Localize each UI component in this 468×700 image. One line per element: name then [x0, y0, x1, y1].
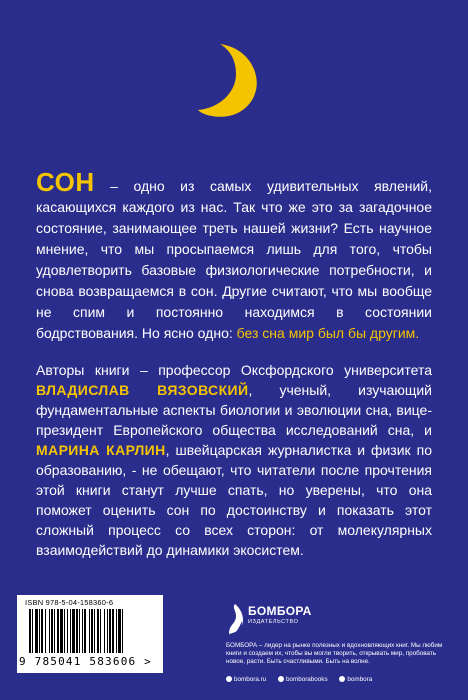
isbn-label: ISBN 978-5-04-158360-6 — [25, 598, 114, 607]
barcode-stripe — [109, 609, 111, 653]
social-vk-label: bomborabooks — [285, 676, 328, 683]
barcode-bars — [29, 609, 155, 653]
barcode-stripe — [112, 609, 114, 653]
crescent-moon-icon — [198, 42, 262, 120]
publisher-wave-icon — [226, 602, 246, 636]
authors-text-1: Авторы книги – профессор Оксфордского университета — [36, 362, 432, 378]
intro-paragraph — [36, 167, 432, 344]
lead-word: СОН — [36, 167, 95, 197]
barcode-stripe — [79, 609, 80, 653]
authors-text-3: , швейцарская журналистка и физик по образованию, - не обещают, что читатели после прочтения этой книги станут лучше спать, но уверены, что она поможет оценить сон по достоинству и показать этот сложный процесс со всех сторон: от молекулярных взаимодействий до динамики экосистем. — [36, 442, 432, 558]
barcode-stripe — [89, 609, 90, 653]
barcode-stripe — [29, 609, 31, 653]
globe-icon — [226, 676, 232, 682]
social-site-label: bombora.ru — [234, 676, 267, 683]
barcode-stripe — [118, 609, 121, 653]
barcode-stripe — [82, 609, 83, 653]
barcode-stripe — [70, 609, 71, 653]
vk-icon — [278, 676, 284, 682]
authors-text-2: , ученый, изучающий фундаментальные аспекты биологии и эволюции сна, вице-президент Европейского общества исследований сна, и — [36, 382, 432, 438]
barcode-stripe — [94, 609, 95, 653]
barcode-stripe — [51, 609, 53, 653]
barcode-stripe — [49, 609, 50, 653]
barcode-stripe — [116, 609, 117, 653]
barcode-stripe — [32, 609, 33, 653]
intro-highlight: без сна мир был бы другим. — [236, 325, 420, 341]
telegram-icon — [339, 676, 345, 682]
social-vk[interactable] — [278, 676, 333, 683]
publisher-name: БОМБОРА — [248, 604, 312, 618]
barcode-stripe — [97, 609, 99, 653]
publisher-subtitle: ИЗДАТЕЛЬСТВО — [248, 619, 299, 625]
barcode-stripe — [67, 609, 68, 653]
barcode-stripe — [54, 609, 55, 653]
barcode-stripe — [35, 609, 38, 653]
barcode-stripe — [91, 609, 93, 653]
barcode-stripe — [39, 609, 40, 653]
barcode-stripe — [122, 609, 123, 653]
author-name-1: ВЛАДИСЛАВ ВЯЗОВСКИЙ — [36, 382, 249, 398]
authors-paragraph — [36, 360, 432, 560]
social-telegram-label: bombora — [347, 676, 373, 683]
publisher-slogan: БОМБОРА – лидер на рынке полезных и вдохновляющих книг. Мы любим книги и создаем их, чтобы вы могли творить, открывать мир, пробовать новое, расти. Быть счастливыми. Быть на волне. — [226, 642, 443, 665]
barcode-stripe — [72, 609, 75, 653]
barcode-number: 9 785041 583606 > — [19, 655, 152, 668]
author-name-2: МАРИНА КАРЛИН — [36, 442, 166, 458]
social-site[interactable] — [226, 676, 271, 683]
publisher-socials — [226, 676, 382, 683]
social-telegram[interactable] — [339, 676, 377, 683]
barcode-stripe — [100, 609, 101, 653]
barcode-stripe — [107, 609, 108, 653]
barcode-stripe — [57, 609, 59, 653]
barcode-box — [17, 595, 163, 673]
barcode-stripe — [60, 609, 63, 653]
barcode-stripe — [104, 609, 105, 653]
barcode-stripe — [45, 609, 46, 653]
barcode-stripe — [64, 609, 65, 653]
intro-text: – одно из самых удивительных явлений, касающихся каждого из нас. Так что же это за загадочное состояние, занимающее треть нашей жизни? Есть научное мнение, что мы просыпаемся лишь для того, чтобы удовлетворить базовые физиологические потребности, и снова возвращаемся в сон. Другие считают, что мы вообще не спим и постоянно находимся в состоянии бодрствования. Но ясно одно: — [36, 178, 432, 341]
barcode-stripe — [84, 609, 86, 653]
barcode-stripe — [76, 609, 78, 653]
barcode-stripe — [41, 609, 43, 653]
